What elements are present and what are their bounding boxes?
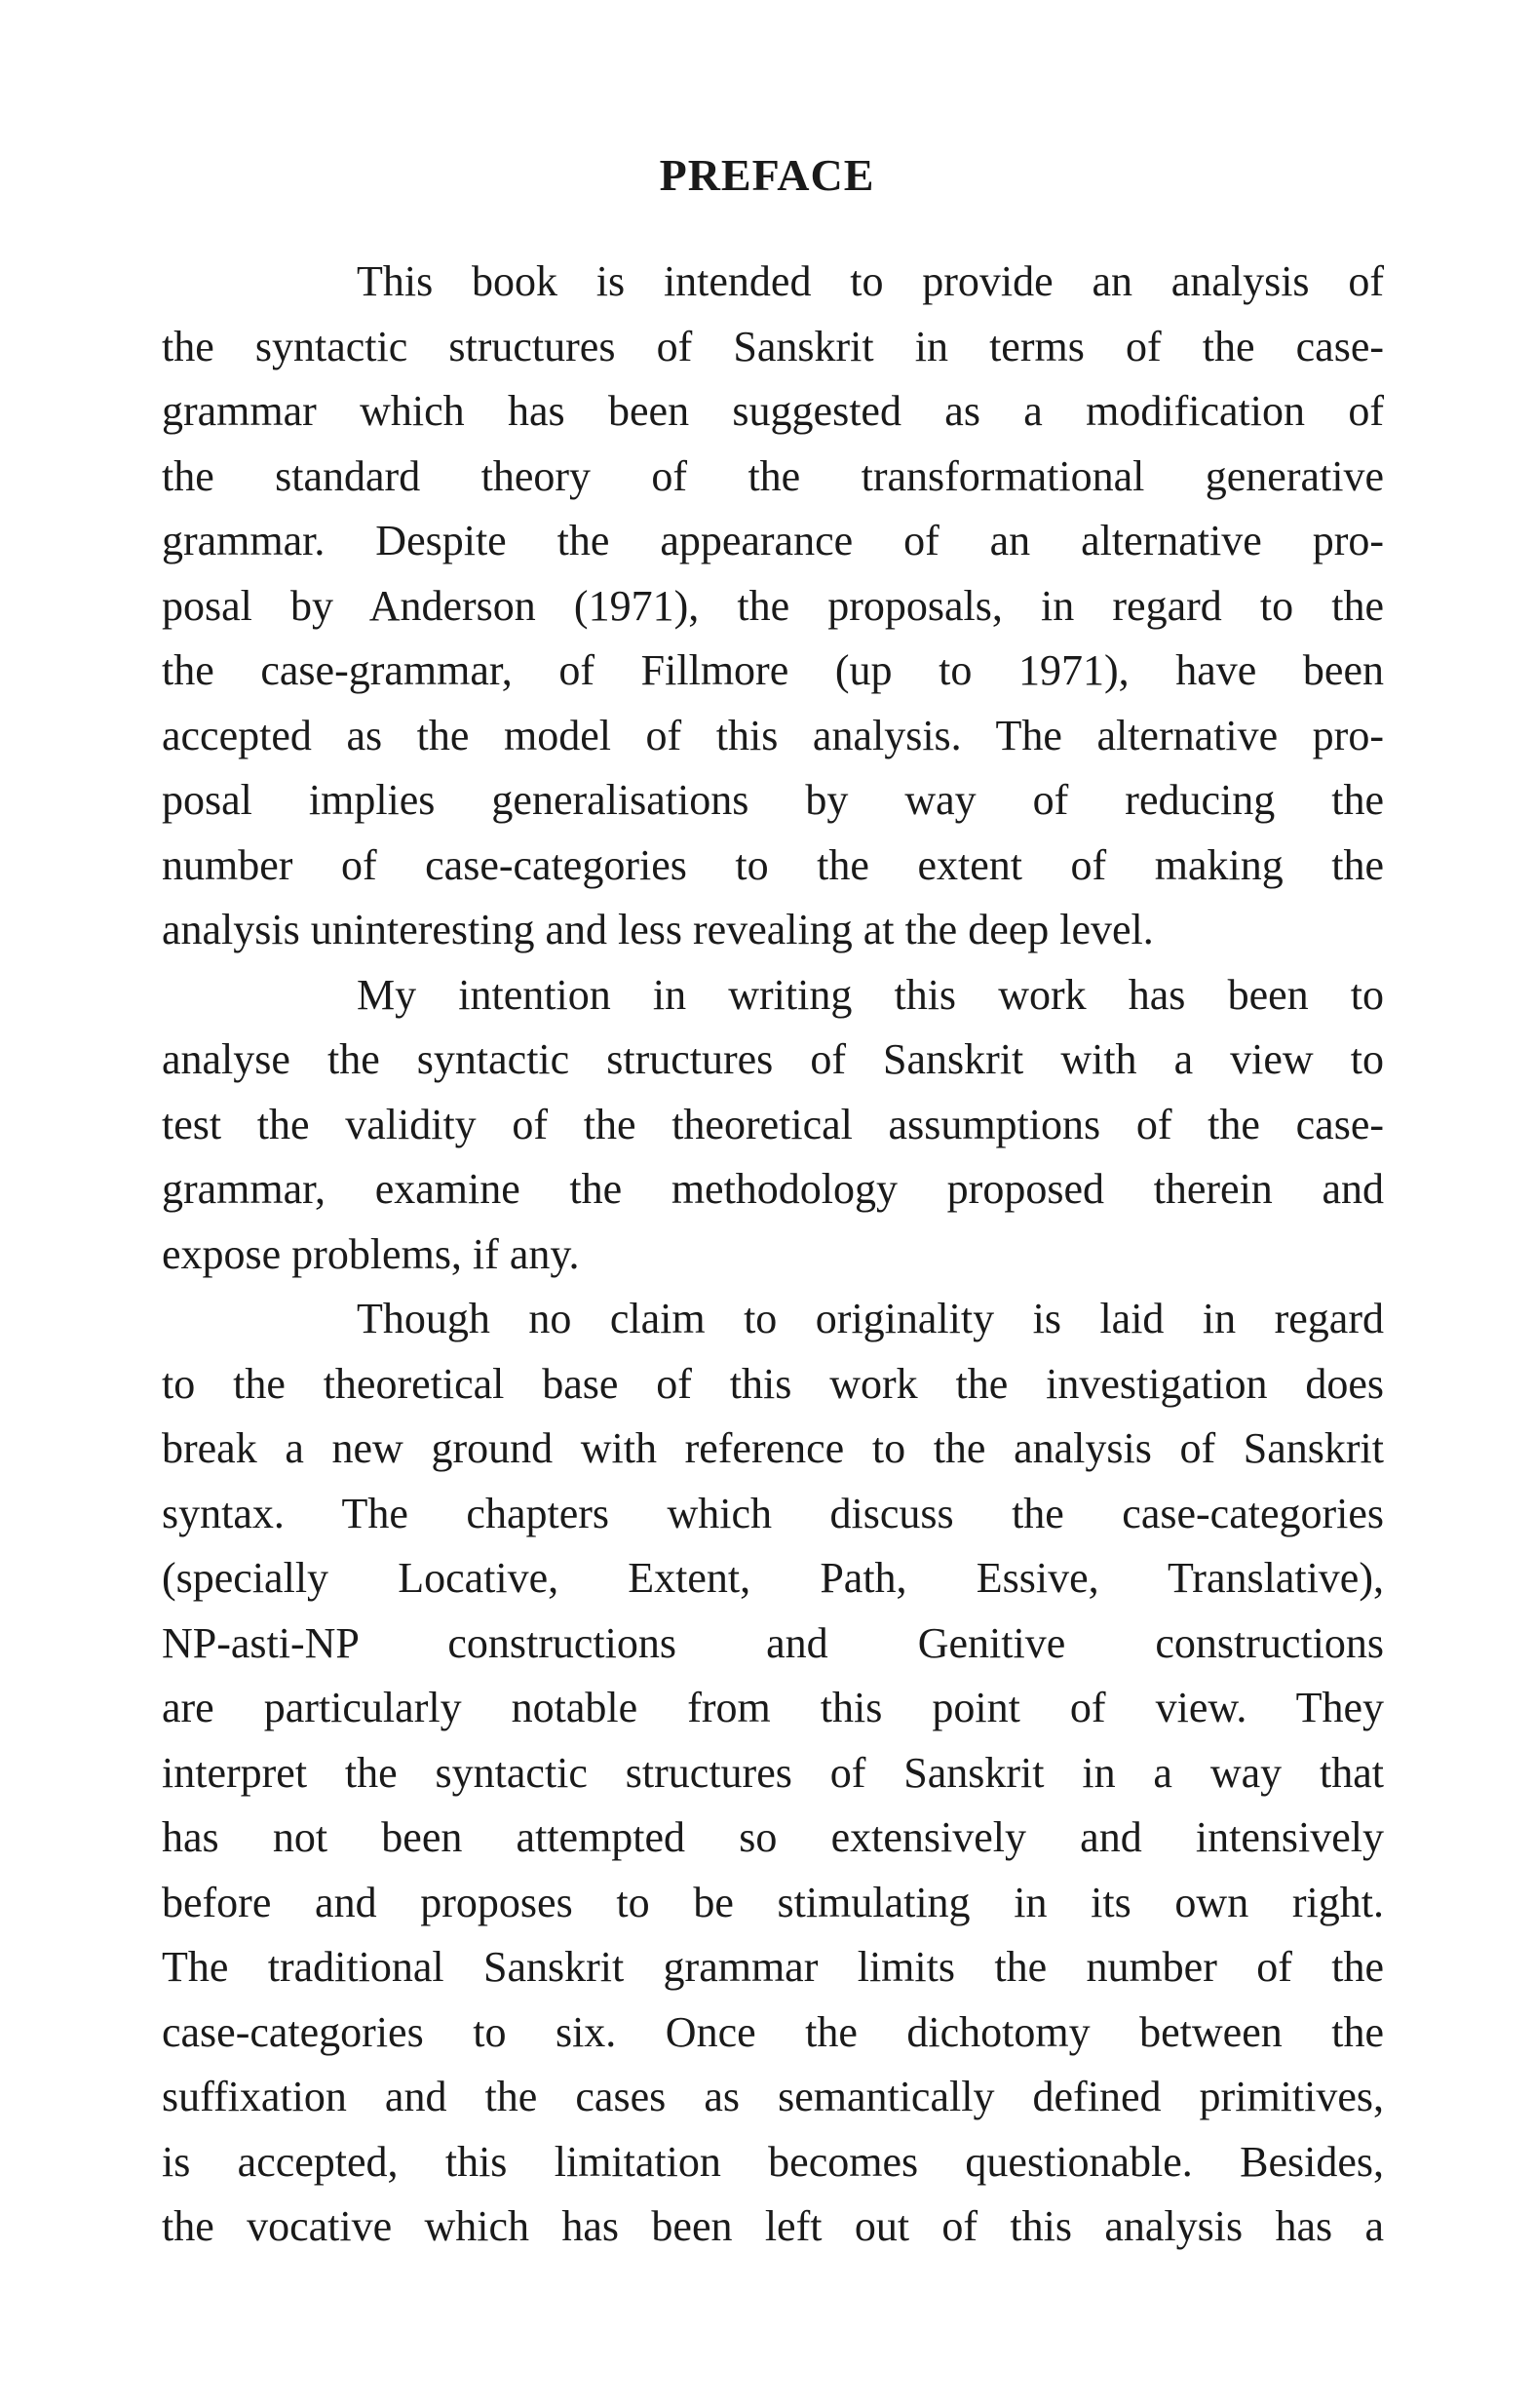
text-line: before and proposes to be stimulating in its own right. bbox=[162, 1878, 1384, 1926]
text-line: to the theoretical base of this work the investigation does bbox=[162, 1359, 1384, 1408]
text-line: interpret the syntactic structures of Sanskrit in a way that bbox=[162, 1748, 1384, 1797]
page-title: PREFACE bbox=[659, 150, 875, 200]
text-line: test the validity of the theoretical assumptions of the case- bbox=[162, 1100, 1384, 1148]
text-line: are particularly notable from this point of view. They bbox=[162, 1684, 1384, 1731]
preface-body bbox=[162, 250, 1384, 2260]
text-line: the vocative which has been left out of this analysis has a bbox=[162, 2202, 1384, 2250]
text-line: grammar which has been suggested as a modification of bbox=[162, 387, 1384, 435]
text-line: posal by Anderson (1971), the proposals, in regard to the bbox=[162, 581, 1384, 630]
text-line: case-categories to six. Once the dichotomy between the bbox=[162, 2007, 1384, 2056]
text-line: posal implies generalisations by way of reducing the bbox=[162, 776, 1384, 824]
text-line: the standard theory of the transformational generative bbox=[162, 451, 1384, 500]
text-line: grammar, examine the methodology proposed therein and bbox=[162, 1165, 1384, 1213]
text-line: analyse the syntactic structures of Sanskrit with a view to bbox=[162, 1035, 1384, 1083]
text-line: NP-asti-NP constructions and Genitive constructions bbox=[162, 1618, 1384, 1667]
text-line: analysis uninteresting and less revealing at the deep level. bbox=[162, 906, 1154, 953]
text-line: The traditional Sanskrit grammar limits the number of the bbox=[162, 1943, 1384, 1991]
text-line: number of case-categories to the extent of making the bbox=[162, 840, 1384, 889]
text-line: syntax. The chapters which discuss the case-categories bbox=[162, 1489, 1384, 1537]
text-line: (specially Locative, Extent, Path, Essive, Translative), bbox=[162, 1554, 1384, 1602]
text-line: grammar. Despite the appearance of an alternative pro- bbox=[162, 517, 1384, 564]
text-line: expose problems, if any. bbox=[162, 1229, 580, 1278]
text-line: accepted as the model of this analysis. The alternative pro- bbox=[162, 711, 1384, 759]
text-line: break a new ground with reference to the analysis of Sanskrit bbox=[162, 1424, 1384, 1472]
text-line: has not been attempted so extensively and intensively bbox=[162, 1813, 1384, 1861]
text-line: This book is intended to provide an analysis of bbox=[357, 257, 1384, 305]
text-line: suffixation and the cases as semantically defined primitives, bbox=[162, 2073, 1384, 2120]
text-line: Though no claim to originality is laid in regard bbox=[357, 1295, 1384, 1342]
text-line: is accepted, this limitation becomes questionable. Besides, bbox=[162, 2137, 1384, 2186]
text-line: the syntactic structures of Sanskrit in terms of the case- bbox=[162, 322, 1384, 370]
text-line: My intention in writing this work has been to bbox=[357, 970, 1384, 1019]
text-line: the case-grammar, of Fillmore (up to 1971), have been bbox=[162, 646, 1384, 694]
